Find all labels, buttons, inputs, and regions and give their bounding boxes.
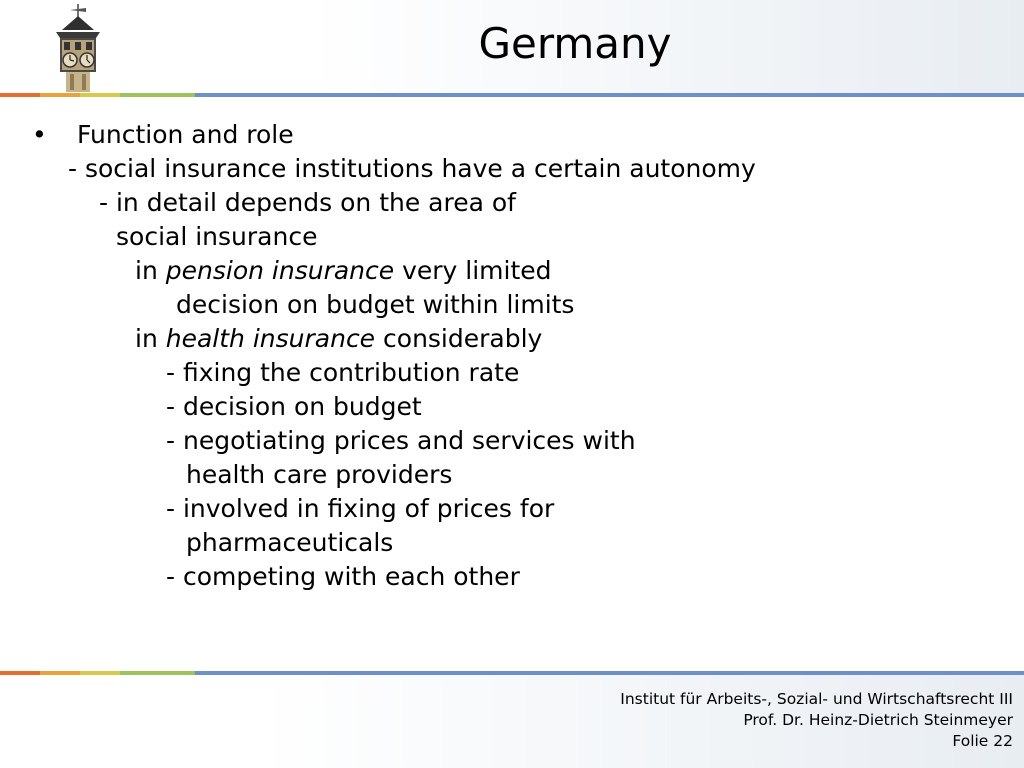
body-line: - fixing the contribution rate [166,358,520,387]
body-line: social insurance [116,222,318,251]
emphasis-health-insurance: health insurance [165,324,376,353]
body-line: in health insurance considerably [135,324,543,353]
footer-author: Prof. Dr. Heinz-Dietrich Steinmeyer [743,711,1013,729]
header-rule [0,93,1024,97]
bullet-heading: Function and role [77,120,294,149]
footer-text [620,689,1013,752]
body-line: - in detail depends on the area of [99,188,516,217]
footer-institute: Institut für Arbeits-, Sozial- und Wirtschaftsrecht III [620,690,1013,708]
slide-title: Germany [478,19,672,68]
body-line: - decision on budget [166,392,422,421]
body-line: pharmaceuticals [186,528,394,557]
bullet-marker: • [32,120,47,149]
body-line: - competing with each other [166,562,520,591]
footer-slide-number: Folie 22 [952,732,1013,750]
emphasis-pension-insurance: pension insurance [165,256,395,285]
body-line: - social insurance institutions have a certain autonomy [68,154,756,183]
body-line: - negotiating prices and services with [166,426,636,455]
body-line: - involved in fixing of prices for [166,494,555,523]
body-line: health care providers [186,460,453,489]
body-line: decision on budget within limits [176,290,575,319]
body-line: in pension insurance very limited [135,256,552,285]
